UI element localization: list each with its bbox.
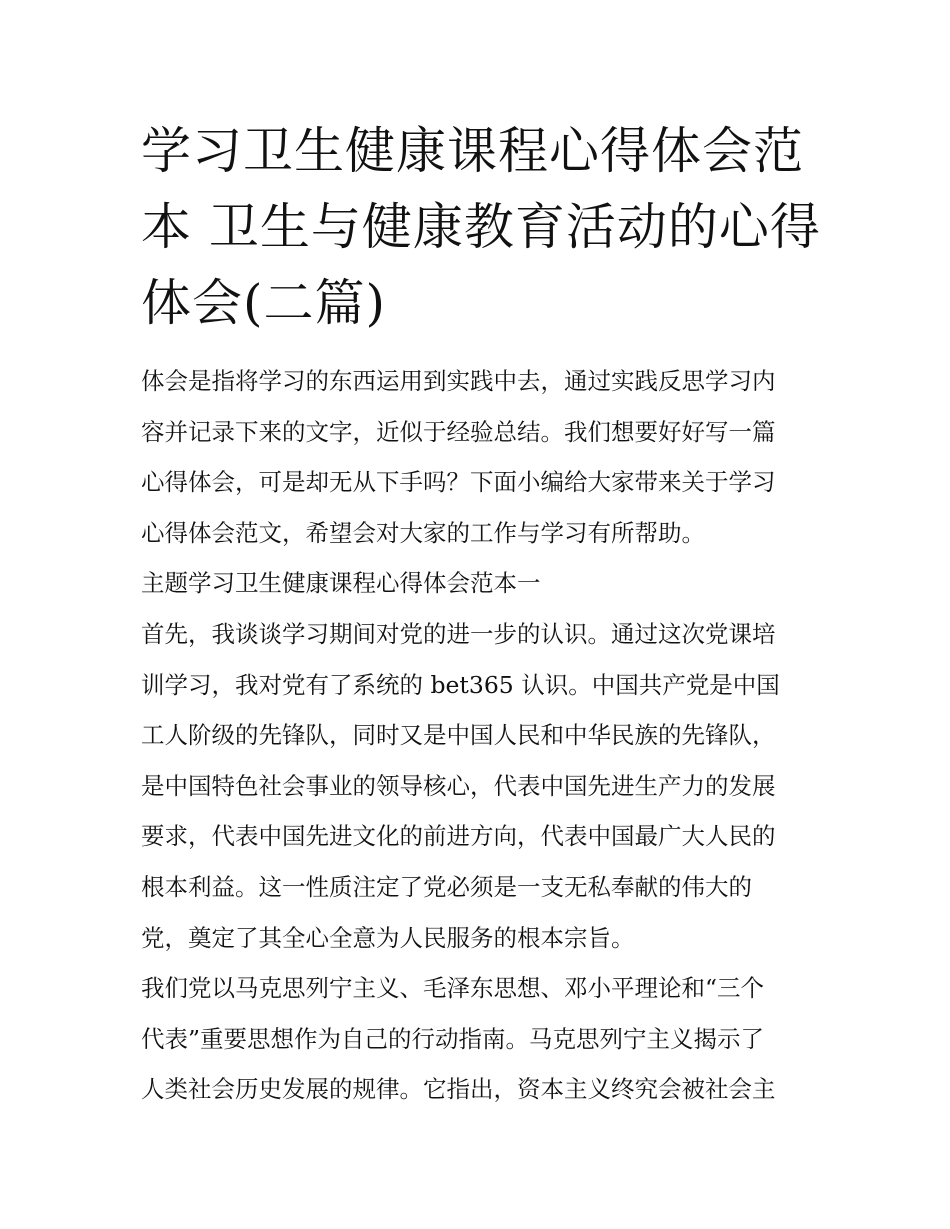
section-heading: 主题学习卫生健康课程心得体会范本一 bbox=[141, 569, 541, 598]
body-text-line: 我们党以马克思列宁主义、毛泽东思想、邓小平理论和“三个 bbox=[141, 974, 765, 1003]
title-line: 学习卫生健康课程心得体会范 bbox=[141, 122, 804, 180]
body-text-line: 训学习，我对党有了系统的 bet365 认识。中国共产党是中国 bbox=[141, 670, 780, 699]
document-body bbox=[141, 356, 821, 1115]
body-text-line: 体会是指将学习的东西运用到实践中去，通过实践反思学习内 bbox=[141, 367, 776, 395]
title-line: 本 卫生与健康教育活动的心得 bbox=[141, 198, 821, 256]
body-text-line: 容并记录下来的文字，近似于经验总结。我们想要好好写一篇 bbox=[141, 417, 776, 446]
body-text-line: 心得体会，可是却无从下手吗？下面小编给大家带来关于学习 bbox=[141, 468, 776, 497]
document-title bbox=[141, 113, 821, 341]
body-text-line: 代表”重要思想作为自己的行动指南。马克思列宁主义揭示了 bbox=[141, 1024, 765, 1053]
body-text-line: 心得体会范文，希望会对大家的工作与学习有所帮助。 bbox=[141, 518, 705, 547]
body-text-line: 人类社会历史发展的规律。它指出，资本主义终究会被社会主 bbox=[141, 1075, 776, 1104]
title-line: 体会(二篇) bbox=[141, 274, 387, 332]
body-text-line: 党，奠定了其全心全意为人民服务的根本宗旨。 bbox=[141, 923, 635, 952]
body-text-line: 要求，代表中国先进文化的前进方向，代表中国最广大人民的 bbox=[141, 822, 776, 851]
body-text-line: 首先，我谈谈学习期间对党的进一步的认识。通过这次党课培 bbox=[141, 619, 776, 648]
body-text-line: 工人阶级的先锋队，同时又是中国人民和中华民族的先锋队， bbox=[141, 721, 776, 750]
body-text-line: 是中国特色社会事业的领导核心，代表中国先进生产力的发展 bbox=[141, 771, 776, 800]
body-text-line: 根本利益。这一性质注定了党必须是一支无私奉献的伟大的 bbox=[141, 872, 752, 901]
